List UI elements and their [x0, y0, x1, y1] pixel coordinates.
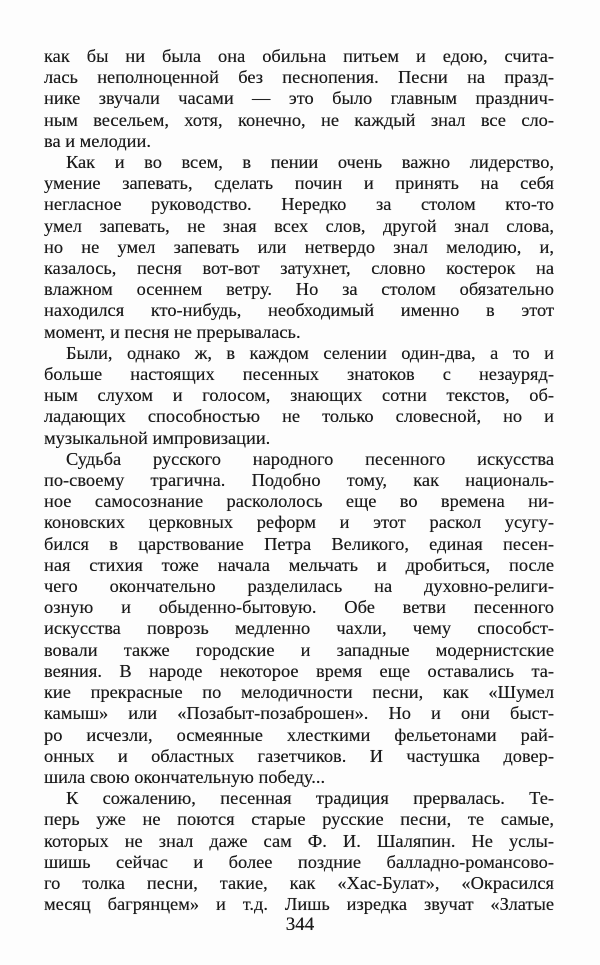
- page-text: [44, 46, 554, 915]
- page-number: 344: [285, 914, 315, 935]
- text-line: Как и во всем, в пении очень важно лидерство,: [66, 152, 554, 173]
- text-line: ро исчезли, осмеянные хлесткими фельетонами рай-: [44, 724, 554, 745]
- text-line: онных и областных газетчиков. И частушка довер-: [44, 745, 554, 766]
- text-line: К сожалению, песенная традиция прервалась. Те-: [66, 788, 554, 809]
- text-line: озную и обыденно-бытовую. Обе ветви песенного: [44, 597, 554, 618]
- text-line: ным весельем, хотя, конечно, не каждый знал все сло-: [44, 109, 554, 130]
- text-line: лась неполноценной без песнопения. Песни на празд-: [44, 67, 554, 88]
- text-line: момент, и песня не прерывалась.: [44, 321, 301, 342]
- text-line: находился кто-нибудь, необходимый именно в этот: [44, 300, 554, 321]
- text-line: бился в царствование Петра Великого, единая песен-: [44, 533, 554, 554]
- text-line: ва и мелодии.: [44, 130, 151, 151]
- text-line: камыш» или «Позабыт-позаброшен». Но и они быст-: [44, 703, 554, 724]
- text-line: ладающих способностью не только словесной, но и: [44, 406, 554, 427]
- text-line: казалось, песня вот-вот затухнет, словно костерок на: [44, 258, 554, 279]
- text-line: веяния. В народе некоторое время еще оставались та-: [44, 660, 554, 681]
- text-line: шила свою окончательную победу...: [44, 766, 326, 787]
- paragraph: [44, 46, 554, 152]
- text-line: музыкальной импровизации.: [44, 427, 271, 448]
- text-line: ное самосознание раскололось еще во времена ни-: [44, 491, 554, 512]
- text-line: чего окончательно разделилась на духовно-религи-: [44, 576, 554, 597]
- text-line: которых не знал даже сам Ф. И. Шаляпин. Не услы-: [44, 830, 554, 851]
- text-line: негласное руководство. Нередко за столом кто-то: [44, 194, 554, 215]
- text-line: кие прекрасные по мелодичности песни, как «Шумел: [44, 682, 554, 703]
- text-line: шишь сейчас и более поздние балладно-романсово-: [44, 851, 554, 872]
- text-line: Судьба русского народного песенного искусства: [66, 448, 554, 469]
- text-line: Были, однако ж, в каждом селении один-два, а то и: [66, 342, 554, 363]
- text-line: как бы ни была она обильна питьем и едою, счита-: [44, 46, 554, 66]
- paragraph: [44, 343, 554, 449]
- text-line: но не умел запевать или нетвердо знал мелодию, и,: [44, 236, 554, 257]
- text-line: коновских церковных реформ и этот раскол усугу-: [44, 512, 554, 533]
- text-line: перь уже не поются старые русские песни, те самые,: [44, 809, 554, 830]
- text-line: искусства поврозь медленно чахли, чему способст-: [44, 618, 554, 639]
- text-line: месяц багрянцем» и т.д. Лишь изредка звучат «Златые: [44, 894, 554, 915]
- text-line: умел запевать, не зная всех слов, другой знал слова,: [44, 215, 554, 236]
- text-line: больше настоящих песенных знатоков с незауряд-: [44, 364, 554, 385]
- paragraph: [44, 449, 554, 788]
- text-line: ным слухом и голосом, знающих сотни текстов, об-: [44, 385, 554, 406]
- text-line: ная стихия тоже начала мельчать и дробиться, после: [44, 554, 554, 575]
- paragraph: [44, 788, 554, 915]
- text-line: умение запевать, сделать почин и принять на себя: [44, 173, 554, 194]
- text-line: влажном осеннем ветру. Но за столом обязательно: [44, 279, 554, 300]
- text-line: нике звучали часами — это было главным празднич-: [44, 88, 554, 109]
- text-line: по-своему трагична. Подобно тому, как националь-: [44, 470, 554, 491]
- text-line: го толка песни, такие, как «Хас-Булат», «Окрасился: [44, 872, 554, 893]
- text-line: вовали также городские и западные модернистские: [44, 639, 554, 660]
- paragraph: [44, 152, 554, 343]
